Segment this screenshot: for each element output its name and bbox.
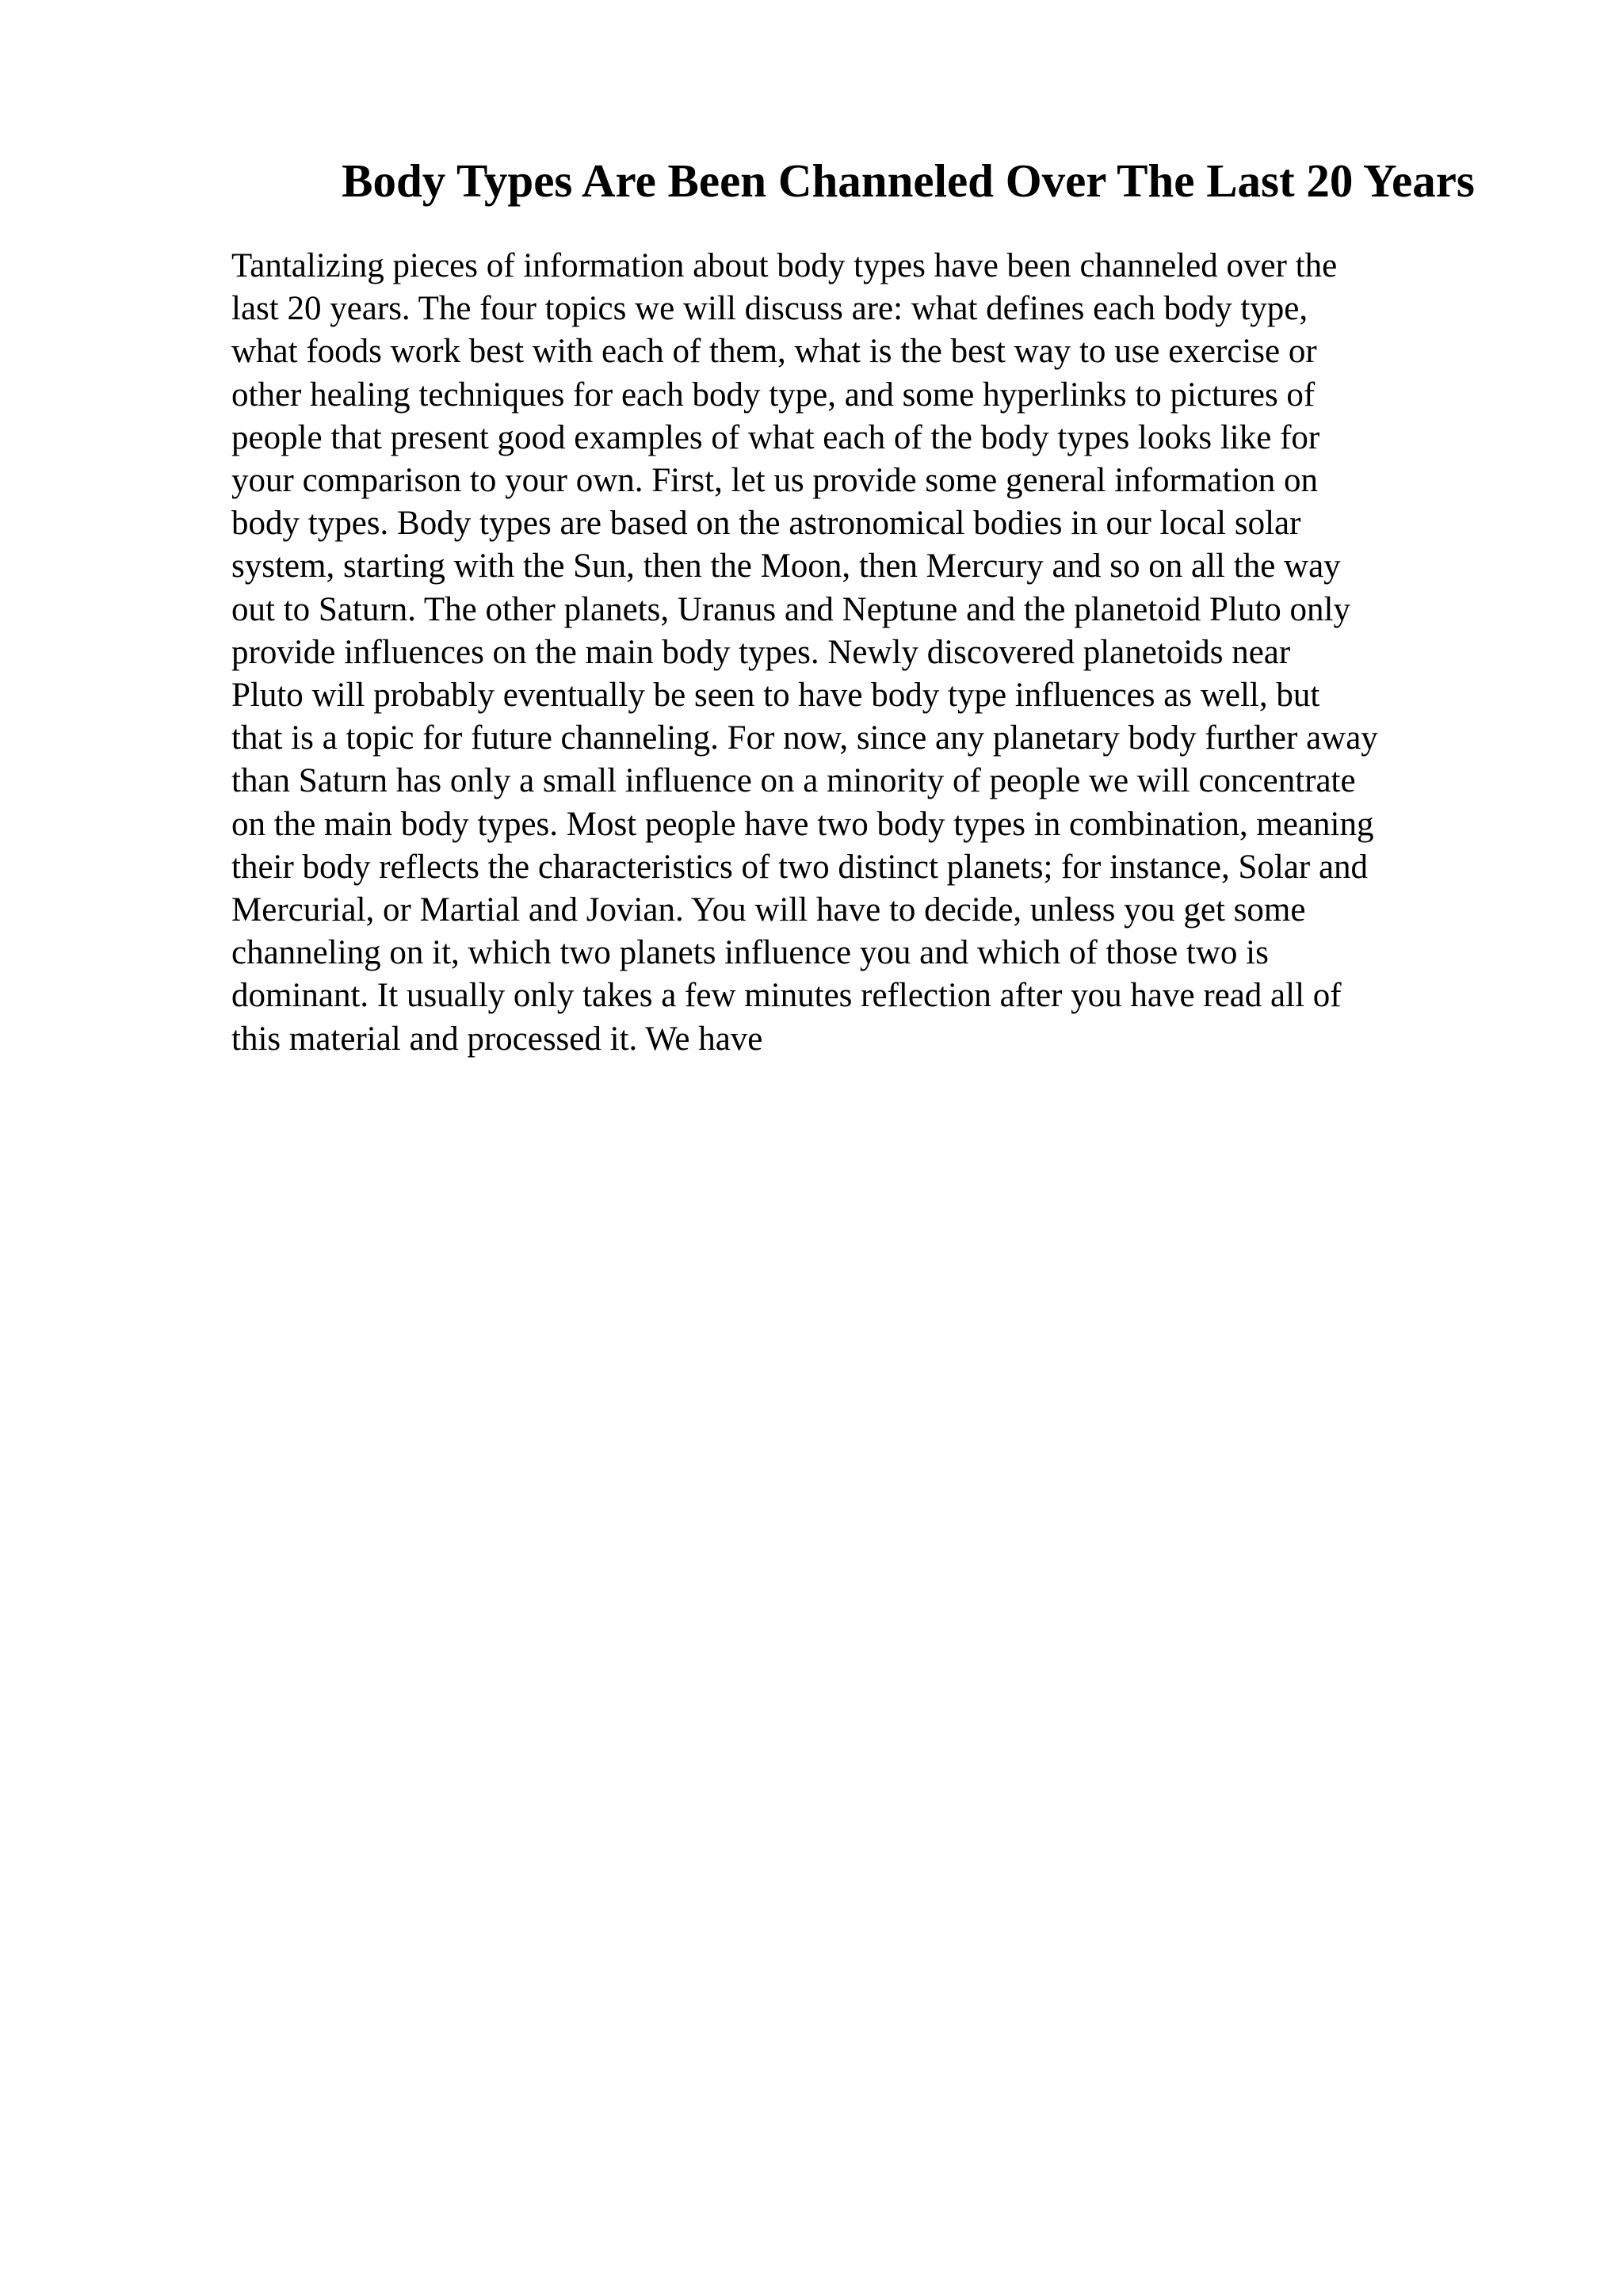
- body-line: last 20 years. The four topics we will discuss are: what defines each body type,: [231, 290, 1308, 328]
- body-line: Pluto will probably eventually be seen to have body type influences as well, but: [231, 677, 1320, 715]
- body-line: channeling on it, which two planets influence you and which of those two is: [231, 934, 1269, 972]
- body-line: on the main body types. Most people have two body types in combination, meaning: [231, 805, 1374, 843]
- body-line: people that present good examples of what each of the body types looks like for: [231, 418, 1320, 456]
- body-line: Mercurial, or Martial and Jovian. You will have to decide, unless you get some: [231, 891, 1306, 929]
- document-title: Body Types Are Been Channeled Over The Last 20 Years: [342, 154, 1475, 207]
- body-line: other healing techniques for each body type, and some hyperlinks to pictures of: [231, 376, 1316, 414]
- body-line: what foods work best with each of them, what is the best way to use exercise or: [231, 333, 1317, 371]
- body-paragraph: [231, 245, 1491, 1061]
- body-line: this material and processed it. We have: [231, 1020, 763, 1058]
- body-line: system, starting with the Sun, then the Moon, then Mercury and so on all the way: [231, 547, 1341, 585]
- body-line: provide influences on the main body types. Newly discovered planetoids near: [231, 633, 1291, 671]
- body-line: your comparison to your own. First, let us provide some general information on: [231, 462, 1318, 500]
- body-line: dominant. It usually only takes a few minutes reflection after you have read all of: [231, 977, 1342, 1015]
- body-line: body types. Body types are based on the astronomical bodies in our local solar: [231, 505, 1301, 543]
- body-line: their body reflects the characteristics of two distinct planets; for instance, Solar and: [231, 848, 1369, 886]
- body-line: Tantalizing pieces of information about body types have been channeled over the: [231, 247, 1338, 284]
- body-line: that is a topic for future channeling. For now, since any planetary body further away: [231, 719, 1378, 757]
- body-line: out to Saturn. The other planets, Uranus and Neptune and the planetoid Pluto only: [231, 590, 1350, 628]
- body-line: than Saturn has only a small influence on a minority of people we will concentrate: [231, 762, 1356, 800]
